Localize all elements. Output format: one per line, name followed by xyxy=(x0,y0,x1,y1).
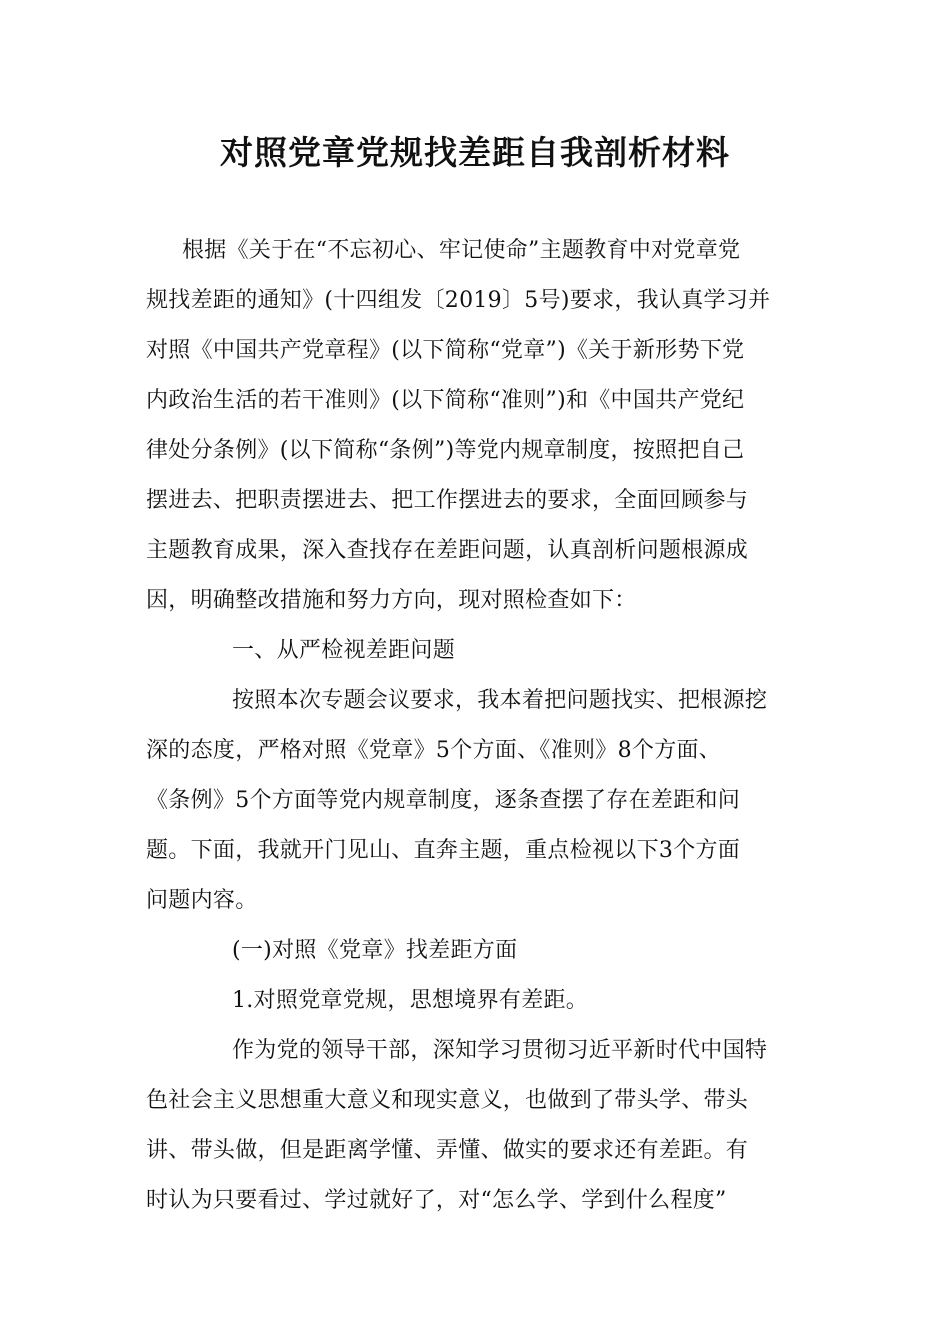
body-text-line: 问题内容。 xyxy=(146,888,258,913)
body-text-line: 根据《关于在“不忘初心、牢记使命”主题教育中对党章党 xyxy=(182,238,741,263)
body-text-line: 按照本次专题会议要求，我本着把问题找实、把根源挖 xyxy=(232,688,768,713)
subsection-heading: (一)对照《党章》找差距方面 xyxy=(232,938,518,963)
body-text-line: 律处分条例》(以下简称“条例”)等党内规章制度，按照把自己 xyxy=(146,438,745,463)
body-text-line: 对照《中国共产党章程》(以下简称“党章”)《关于新形势下党 xyxy=(146,338,745,363)
body-text-line: 《条例》5个方面等党内规章制度，逐条查摆了存在差距和问 xyxy=(146,788,741,813)
body-text-line: 内政治生活的若干准则》(以下简称“准则”)和《中国共产党纪 xyxy=(146,388,745,413)
body-text-line: 摆进去、把职责摆进去、把工作摆进去的要求，全面回顾参与 xyxy=(146,488,749,513)
body-text-line: 因，明确整改措施和努力方向，现对照检查如下： xyxy=(146,588,637,613)
item-heading: 1.对照党章党规，思想境界有差距。 xyxy=(232,988,589,1013)
body-text-line: 主题教育成果，深入查找存在差距问题，认真剖析问题根源成 xyxy=(146,538,749,563)
section-heading: 一、从严检视差距问题 xyxy=(232,638,456,663)
document-title: 对照党章党规找差距自我剖析材料 xyxy=(220,133,730,172)
body-text-line: 深的态度，严格对照《党章》5个方面、《准则》8个方面、 xyxy=(146,738,722,763)
body-text-line: 规找差距的通知》(十四组发〔2019〕5号)要求，我认真学习并 xyxy=(146,288,771,313)
body-text-line: 时认为只要看过、学过就好了，对“怎么学、学到什么程度” xyxy=(146,1188,727,1213)
body-text-line: 色社会主义思想重大意义和现实意义，也做到了带头学、带头 xyxy=(146,1088,749,1113)
body-text-line: 题。下面，我就开门见山、直奔主题，重点检视以下3个方面 xyxy=(146,838,741,863)
body-text-line: 作为党的领导干部，深知学习贯彻习近平新时代中国特 xyxy=(232,1038,768,1063)
body-text-line: 讲、带头做，但是距离学懂、弄懂、做实的要求还有差距。有 xyxy=(146,1138,749,1163)
